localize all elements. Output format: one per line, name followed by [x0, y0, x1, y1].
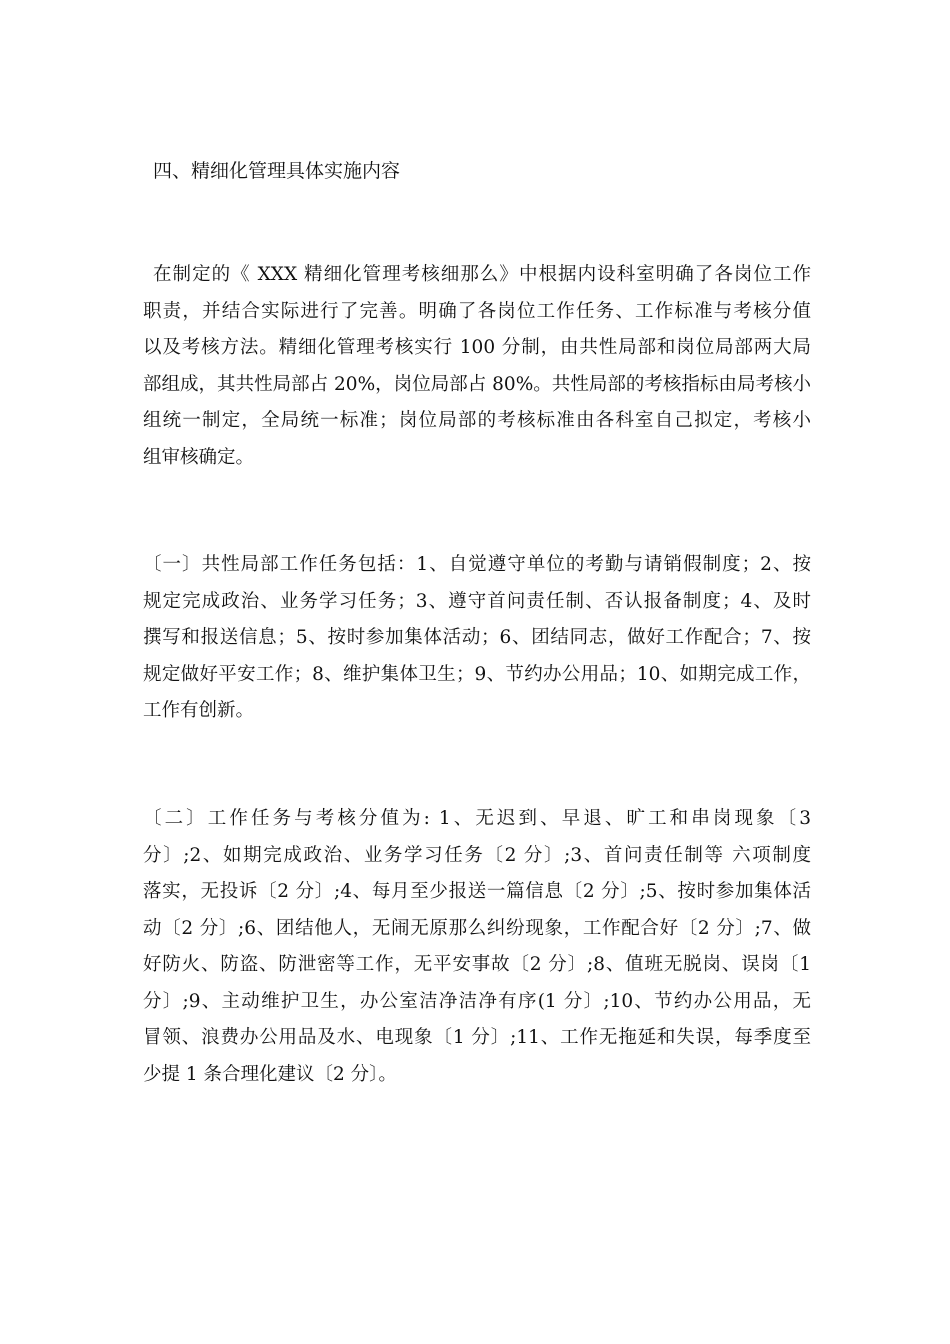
- paragraph-implementation-overview: [143, 262, 811, 481]
- paragraph-line: 分〕;9、主动维护卫生，办公室洁净洁净有序(1 分〕;10、节约办公用品，无: [143, 990, 811, 1012]
- paragraph-line: 撰写和报送信息；5、按时参加集体活动；6、团结同志，做好工作配合；7、按: [143, 627, 811, 648]
- paragraph-line: 好防火、防盗、防泄密等工作，无平安事故〔2 分〕;8、值班无脱岗、误岗〔1: [143, 954, 811, 975]
- paragraph-line: 组统一制定，全局统一标准；岗位局部的考核标准由各科室自己拟定，考核小: [143, 410, 811, 431]
- paragraph-line: 部组成，其共性局部占 20%，岗位局部占 80%。共性局部的考核指标由局考核小: [143, 373, 811, 395]
- paragraph-line: 分〕;2、如期完成政治、业务学习任务〔2 分〕;3、首问责任制等 六项制度: [143, 844, 811, 866]
- paragraph-line: 以及考核方法。精细化管理考核实行 100 分制，由共性局部和岗位局部两大局: [143, 337, 811, 358]
- paragraph-line: 规定完成政治、业务学习任务；3、遵守首问责任制、否认报备制度；4、及时: [143, 590, 811, 612]
- paragraph-line: 动〔2 分〕;6、团结他人，无闹无原那么纠纷现象，工作配合好〔2 分〕;7、做: [143, 917, 811, 939]
- paragraph-task-scores: [143, 806, 811, 1098]
- paragraph-common-tasks: [143, 552, 811, 735]
- paragraph-line: 少提 1 条合理化建议〔2 分〕。: [143, 1063, 397, 1085]
- paragraph-line: 冒领、浪费办公用品及水、电现象〔1 分〕;11、工作无拖延和失误，每季度至: [143, 1027, 811, 1048]
- paragraph-line: 规定做好平安工作；8、维护集体卫生；9、节约办公用品；10、如期完成工作，: [143, 663, 811, 685]
- paragraph-line: 〔二〕工作任务与考核分值为: 1、无迟到、早退、旷工和串岗现象〔3: [143, 808, 811, 829]
- section-heading: 四、精细化管理具体实施内容: [153, 160, 401, 182]
- paragraph-line: 落实，无投诉〔2 分〕;4、每月至少报送一篇信息〔2 分〕;5、按时参加集体活: [143, 881, 811, 902]
- paragraph-line: 职责，并结合实际进行了完善。明确了各岗位工作任务、工作标准与考核分值: [143, 300, 811, 322]
- paragraph-line: 在制定的《 XXX 精细化管理考核细那么》中根据内设科室明确了各岗位工作: [153, 264, 811, 285]
- paragraph-line: 〔一〕共性局部工作任务包括：1、自觉遵守单位的考勤与请销假制度；2、按: [143, 554, 811, 575]
- paragraph-line: 组审核确定。: [143, 446, 255, 468]
- paragraph-line: 工作有创新。: [143, 700, 255, 721]
